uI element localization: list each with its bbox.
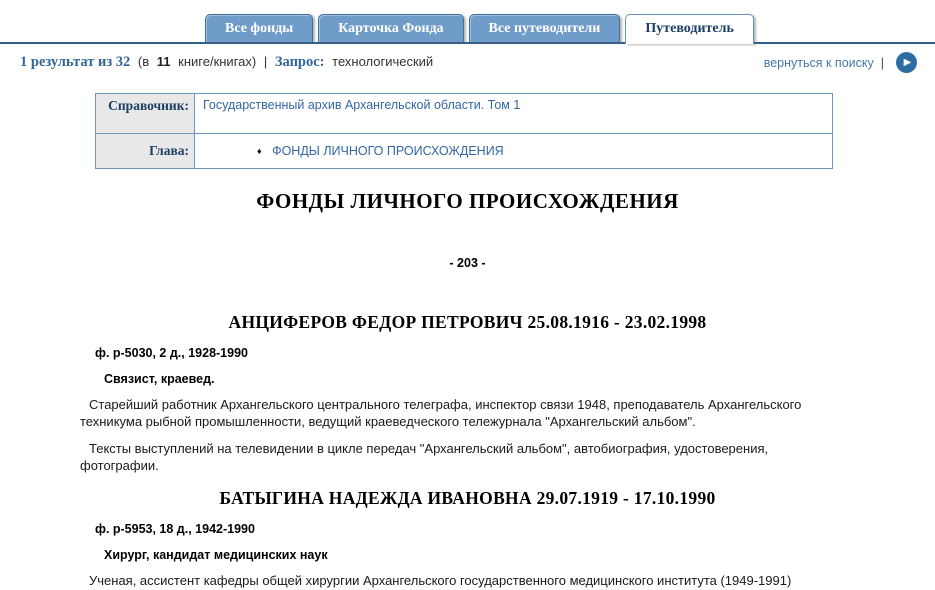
occupation-line: Связист, краевед. [104,372,215,386]
entry-heading-batygina: БАТЫГИНА НАДЕЖДА ИВАНОВНА 29.07.1919 - 17.10.1990 [219,488,716,508]
glava-label: Глава: [96,134,195,169]
entry-paragraph: Старейший работник Архангельского центрального телеграфа, инспектор связи 1948, преподаватель Архангельского техникума рыбной промышленности, ведущий краеведческого тележурнала "Архангельский альбом". [80,397,802,429]
tab-all-fonds[interactable]: Все фонды [205,14,313,42]
result-count: 1 результат из 32 [20,54,131,70]
result-separator: | [263,54,268,69]
query-value: технологический [332,54,434,69]
tab-fond-card[interactable]: Карточка Фонда [318,14,463,42]
books-count: 11 [156,54,171,69]
fond-reference: ф. р-5953, 18 д., 1942-1990 [95,522,255,536]
entry-paragraph-clipped: Ученая, ассистент кафедры общей хирургии Архангельского государственного медицинского института (1949-1991) [89,573,792,588]
entry-paragraph: Тексты выступлений на телевидении в цикле передач "Архангельский альбом", автобиография, удостоверения, фотографии. [80,441,769,473]
tab-guide-active[interactable]: Путеводитель [625,14,754,44]
guide-title-link[interactable]: Государственный архив Архангельской области. Том 1 [203,98,521,112]
table-row [96,94,833,134]
books-prefix: (в [137,54,150,69]
fond-reference: ф. р-5030, 2 д., 1928-1990 [95,346,248,360]
result-summary [20,54,437,71]
query-label: Запрос: [274,54,325,70]
glava-value-cell [195,134,833,169]
play-icon: ▶ [903,56,912,68]
entry-heading-anciferov: АНЦИФЕРОВ ФЕДОР ПЕТРОВИЧ 25.08.1916 - 23.02.1998 [228,312,707,332]
occupation-line: Хирург, кандидат медицинских наук [104,548,328,562]
divider: | [880,55,884,70]
back-to-search-link[interactable]: вернуться к поиску [763,55,874,70]
tab-all-guides[interactable]: Все путеводители [469,14,621,42]
guide-info-table [95,93,833,169]
tab-bar [0,0,935,44]
table-row [96,134,833,169]
next-result-button[interactable] [896,52,917,73]
books-suffix: книге/книгах) [178,54,257,69]
result-bar [0,44,935,79]
result-actions [764,52,917,73]
diamond-bullet-icon: ♦ [257,146,262,156]
page-number: - 203 - [449,256,486,270]
spravochnik-value-cell [195,94,833,134]
chapter-title: ФОНДЫ ЛИЧНОГО ПРОИСХОЖДЕНИЯ [256,189,679,213]
chapter-link[interactable]: ФОНДЫ ЛИЧНОГО ПРОИСХОЖДЕНИЯ [272,144,504,158]
spravochnik-label: Справочник: [96,94,195,134]
